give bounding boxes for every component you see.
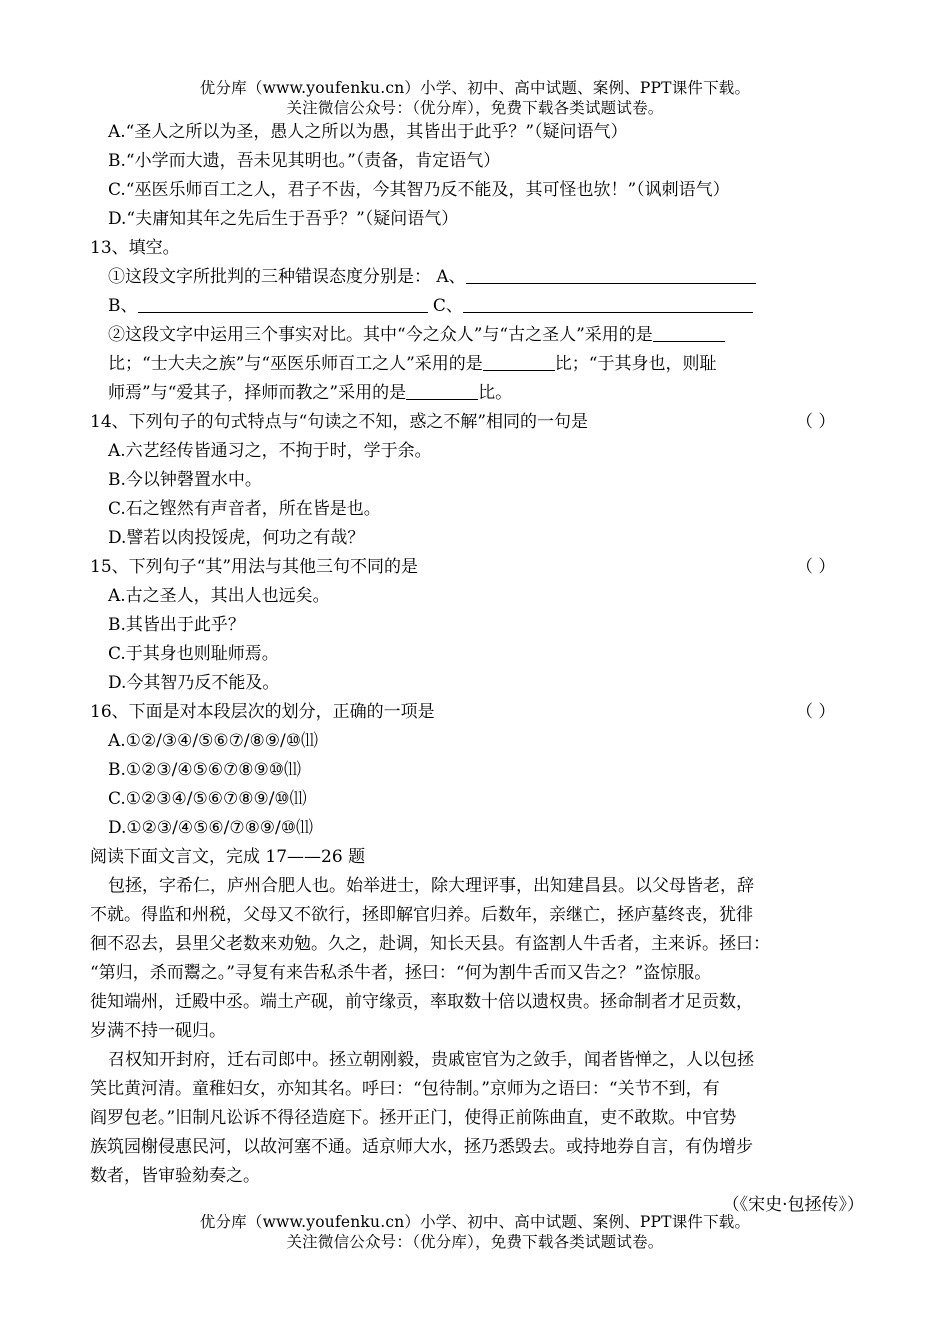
passage-p1-line: 徙知端州，迁殿中丞。端土产砚，前守缘贡，率取数十倍以遗权贵。拯命制者才足贡数， [90,992,753,1012]
q15-option-b: B.其皆出于此乎？ [108,615,245,635]
q14-title: 14、下列句子的句式特点与“句读之不知，惑之不解”相同的一句是 [90,412,589,432]
q14-answer-paren[interactable]: （ ） [796,412,836,432]
passage-source: （《宋史·包拯传》） [722,1195,864,1215]
q13-blank-compare-1[interactable] [653,323,725,342]
q12-option-c: C.“巫医乐师百工之人，君子不齿，今其智乃反不能及，其可怪也欤！”（讽刺语气） [108,180,730,200]
q16-answer-paren[interactable]: （ ） [796,702,836,722]
passage-p2-line: 笑比黄河清。童稚妇女，亦知其名。呼曰：“包待制。”京师为之语曰：“关节不到，有 [90,1079,720,1099]
q14-option-d: D.譬若以肉投馁虎，何功之有哉？ [108,528,365,548]
q16-option-b: B.①②③/④⑤⑥⑦⑧⑨⑩⑾ [108,760,302,780]
q13-part2-text-4: 师焉”与“爱其子，择师而教之”采用的是 [108,383,407,403]
q13-part2-text-2: 比；“士大夫之族”与“巫医乐师百工之人”采用的是 [108,354,483,374]
q14-option-a: A.六艺经传皆通习之，不拘于时，学于余。 [108,441,432,461]
q15-option-a: A.古之圣人，其出人也远矣。 [108,586,330,606]
q12-option-a: A.“圣人之所以为圣，愚人之所以为愚，其皆出于此乎？”（疑问语气） [108,122,628,142]
q16-title-row [90,698,870,727]
passage-p1-line: “第归，杀而鬻之。”寻复有来告私杀牛者，拯曰：“何为割牛舌而又告之？”盗惊服。 [90,963,712,983]
header-line-1: 优分库（www.youfenku.cn）小学、初中、高中试题、案例、PPT课件下载。 [199,79,751,97]
footer-watermark [0,1212,950,1252]
document-body [90,118,870,1220]
passage-p2-line: 召权知开封府，迁右司郎中。拯立朝刚毅，贵戚宦官为之敛手，闻者皆惮之，人以包拯 [108,1050,754,1070]
q13-part2-text-1: ②这段文字中运用三个事实对比。其中“今之众人”与“古之圣人”采用的是 [108,325,653,345]
question-16 [90,698,870,843]
passage-p1-line: 岁满不持一砚归。 [90,1021,226,1041]
q13-part2-line3 [90,379,870,408]
q15-title-row [90,553,870,582]
question-15 [90,553,870,698]
passage-p1-line: 徊不忍去，县里父老数来劝勉。久之，赴调，知长天县。有盗割人牛舌者，主来诉。拯曰： [90,934,770,954]
passage-p2-line: 族筑园榭侵惠民河，以故河塞不通。适京师大水，拯乃悉毁去。或持地券自言，有伪增步 [90,1137,753,1157]
q13-part2-line2 [90,350,870,379]
q13-title: 13、填空。 [90,238,180,258]
q15-option-c: C.于其身也则耻师焉。 [108,644,279,664]
q13-part2-text-5: 比。 [478,383,513,403]
reading-intro: 阅读下面文言文，完成 17——26 题 [90,847,366,867]
q13-blank-a[interactable] [466,265,756,284]
q13-blank-compare-2[interactable] [483,352,555,371]
q16-title: 16、下面是对本段层次的划分，正确的一项是 [90,702,435,722]
q15-answer-paren[interactable]: （ ） [796,557,836,577]
q13-part1-line2 [90,292,870,321]
q13-label-c: C、 [432,296,463,316]
q13-blank-compare-3[interactable] [406,381,478,400]
q13-part1-line1 [90,263,870,292]
footer-line-1: 优分库（www.youfenku.cn）小学、初中、高中试题、案例、PPT课件下载。 [199,1213,751,1231]
q12-option-d: D.“夫庸知其年之先后生于吾乎？”（疑问语气） [108,209,459,229]
question-13 [90,234,870,408]
q14-title-row [90,408,870,437]
q13-blank-b[interactable] [138,294,428,313]
header-watermark-top [0,78,950,118]
q14-option-c: C.石之铿然有声音者，所在皆是也。 [108,499,381,519]
q13-label-b: B、 [108,296,138,316]
question-12-options [90,118,870,234]
q16-option-c: C.①②③④/⑤⑥⑦⑧⑨/⑩⑾ [108,789,307,809]
q13-blank-c[interactable] [463,294,753,313]
q13-part1-lead: ①这段文字所批判的三种错误态度分别是： A、 [108,267,466,287]
q15-title: 15、下列句子“其”用法与其他三句不同的是 [90,557,419,577]
q16-option-a: A.①②/③④/⑤⑥⑦/⑧⑨/⑩⑾ [108,731,318,751]
footer-line-2: 关注微信公众号：（优分库），免费下载各类试题试卷。 [286,1233,664,1251]
q16-option-d: D.①②③/④⑤⑥/⑦⑧⑨/⑩⑾ [108,818,314,838]
q13-part2-line1 [90,321,870,350]
passage-p2-line: 阎罗包老。”旧制凡讼诉不得径造庭下。拯开正门，使得正前陈曲直，吏不敢欺。中官势 [90,1108,737,1128]
reading-passage [90,843,870,1220]
question-14 [90,408,870,553]
passage-p1-line: 不就。得监和州税，父母又不欲行，拯即解官归养。后数年，亲继亡，拯庐墓终丧，犹徘 [90,905,753,925]
passage-p2-line: 数者，皆审验劾奏之。 [90,1166,260,1186]
q12-option-b: B.“小学而大遗，吾未见其明也。”（责备，肯定语气） [108,151,501,171]
header-line-2: 关注微信公众号：（优分库），免费下载各类试题试卷。 [286,99,664,117]
q15-option-d: D.今其智乃反不能及。 [108,673,280,693]
passage-p1-line: 包拯，字希仁，庐州合肥人也。始举进士，除大理评事，出知建昌县。以父母皆老，辞 [108,876,754,896]
q13-part2-text-3: 比；“于其身也，则耻 [554,354,717,374]
q14-option-b: B.今以钟磬置水中。 [108,470,262,490]
